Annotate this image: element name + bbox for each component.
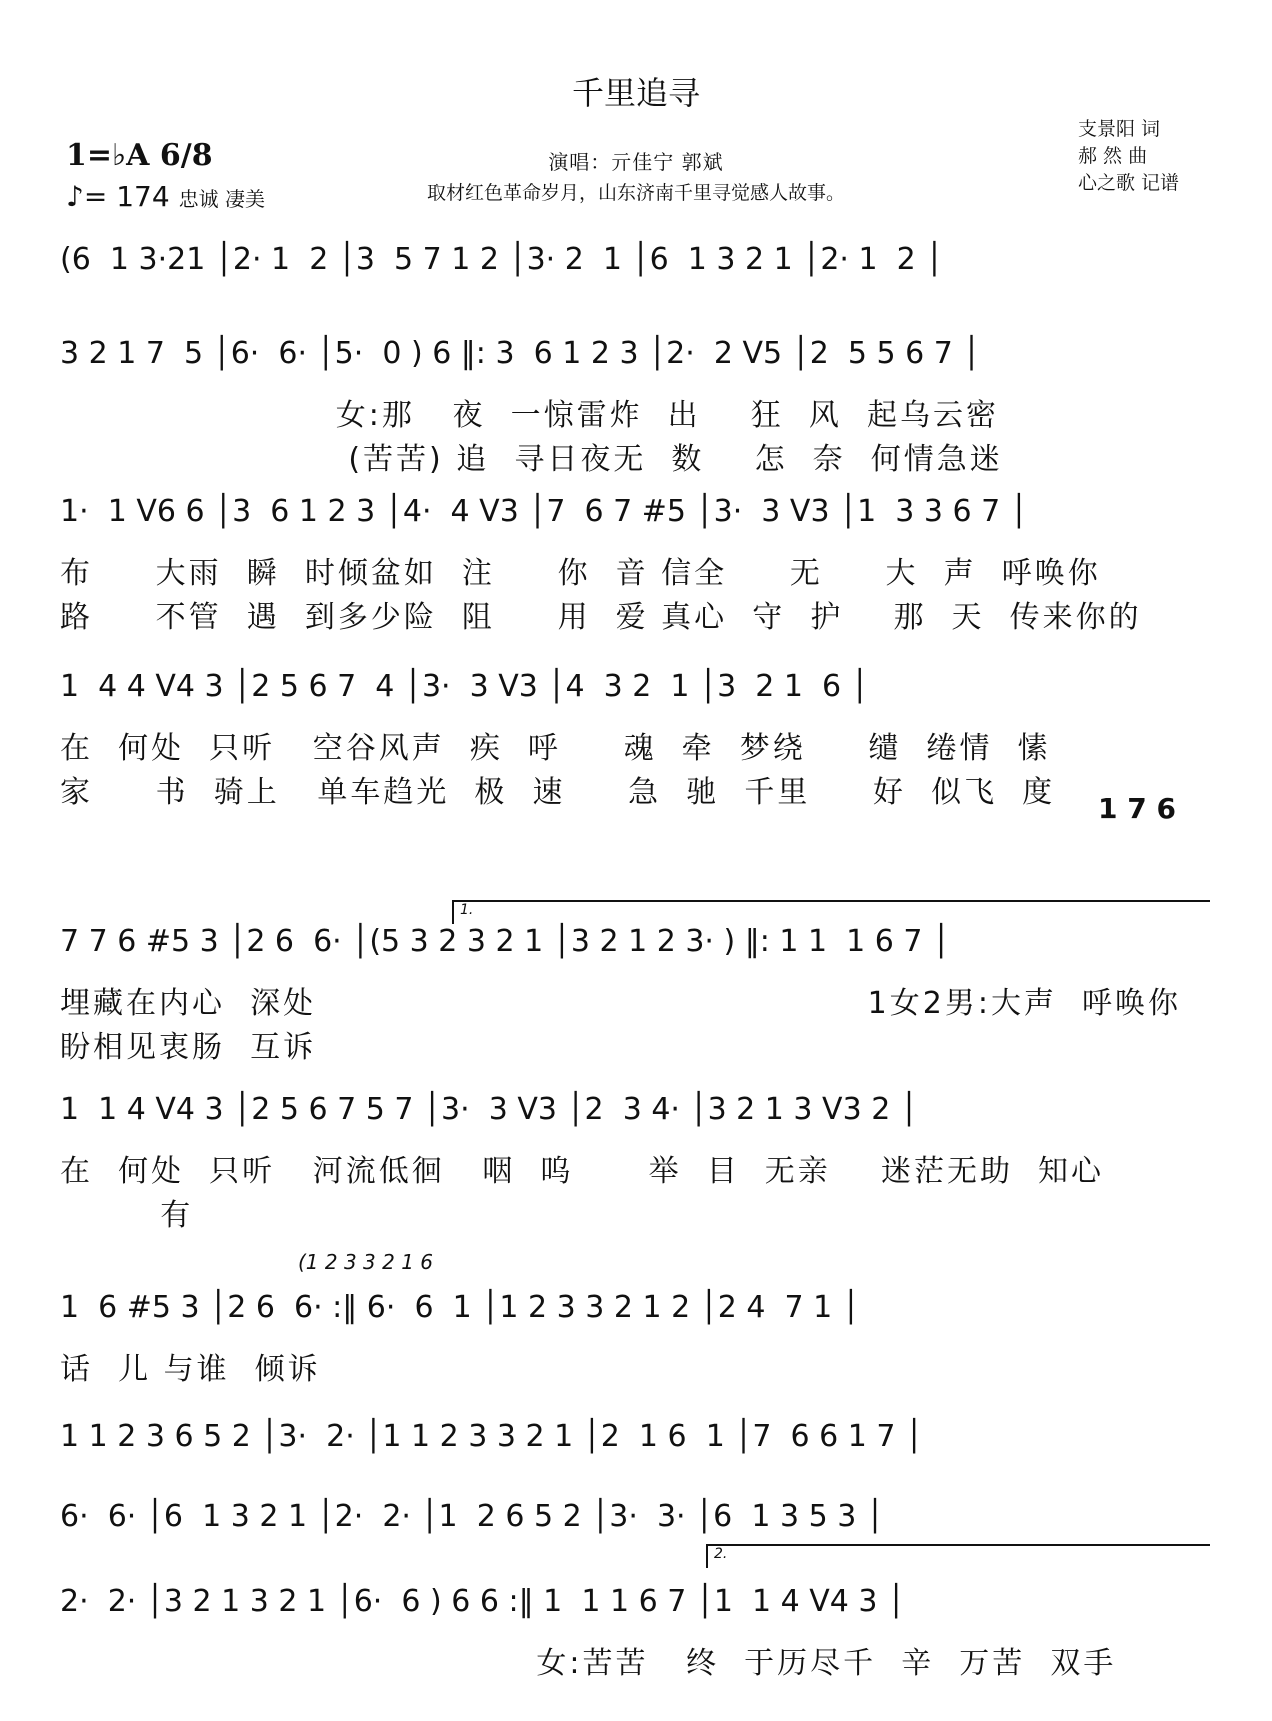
- transcriber-credit: 心之歌 记谱: [1078, 172, 1180, 194]
- notation-row: 3 2 1 7 5 │6· 6· │5· 0 ) 6 ‖: 3 6 1 2 3 │2· 2 V5 │2 5 5 6 7 │: [60, 336, 981, 371]
- lyric-row: 话 儿 与谁 倾诉: [60, 1352, 321, 1387]
- notation-row: 2· 2· │3 2 1 3 2 1 │6· 6 ) 6 6 :‖ 1 1 1 6 7 │1 1 4 V4 3 │: [60, 1584, 906, 1619]
- singers: 演唱：亓佳宁 郭斌: [548, 150, 724, 174]
- lyric-row: 盼相见衷肠 互诉: [60, 1030, 317, 1065]
- credits: [1078, 116, 1179, 197]
- lyric-row: 在 何处 只听 空谷风声 疾 呼 魂 牵 梦绕 缱 绻情 愫: [60, 731, 1051, 766]
- tempo-value: ♪= 174: [66, 180, 170, 213]
- notation-row: 7 7 6 #5 3 │2 6 6· │(5 3 2 3 2 1 │3 2 1 2 3· ) ‖: 1 1 1 6 7 │: [60, 924, 951, 959]
- lyric-row: 女:苦苦 终 于历尽千 辛 万苦 双手: [60, 1646, 1117, 1681]
- notation-row: 1 1 2 3 6 5 2 │3· 2· │1 1 2 3 3 2 1 │2 1 6 1 │7 6 6 1 7 │: [60, 1419, 924, 1454]
- notation-row: 6· 6· │6 1 3 2 1 │2· 2· │1 2 6 5 2 │3· 3· │6 1 3 5 3 │: [60, 1499, 884, 1534]
- volta-second-ending: 2.: [706, 1544, 1210, 1568]
- lyric-row: 家 书 骑上 单车趋光 极 速 急 驰 千里 好 似飞 度: [60, 775, 1056, 810]
- lyric-row: 路 不管 遇 到多少险 阻 用 爱 真心 守 护 那 天 传来你的: [60, 600, 1142, 635]
- notation-row: 1 6 #5 3 │2 6 6· :‖ 6· 6 1 │1 2 3 3 2 1 2 │2 4 7 1 │: [60, 1290, 860, 1325]
- notation-row: (6 1 3·21 │2· 1 2 │3 5 7 1 2 │3· 2 1 │6 1 3 2 1 │2· 1 2 │: [60, 242, 944, 277]
- expression-mark: 忠诚 凄美: [178, 187, 265, 211]
- notation-row: 1 4 4 V4 3 │2 5 6 7 4 │3· 3 V3 │4 3 2 1 │3 2 1 6 │: [60, 669, 869, 704]
- song-description: 取材红色革命岁月，山东济南千里寻觉感人故事。: [426, 182, 845, 204]
- lyric-row: 女:那 夜 一惊雷炸 出 狂 风 起乌云密: [60, 398, 999, 433]
- lyric-row: 布 大雨 瞬 时倾盆如 注 你 音 信全 无 大 声 呼唤你: [60, 556, 1101, 591]
- composer-credit: 郝 然 曲: [1078, 145, 1148, 167]
- lyricist-credit: 支景阳 词: [1078, 118, 1161, 140]
- notation-row: 1· 1 V6 6 │3 6 1 2 3 │4· 4 V3 │7 6 7 #5 │3· 3 V3 │1 3 3 6 7 │: [60, 494, 1028, 529]
- lyric-row: 在 何处 只听 河流低徊 咽 呜 举 目 无亲 迷茫无助 知心: [60, 1154, 1105, 1189]
- song-title: 千里追寻: [571, 74, 700, 112]
- key-signature: 1=♭A 6/8: [66, 138, 213, 173]
- grace-notes-2: (1 2 3 3 2 1 6: [298, 1250, 434, 1274]
- grace-notes-1: 1 7 6: [1098, 792, 1176, 825]
- lyric-row: 埋藏在内心 深处 1女2男:大声 呼唤你: [60, 986, 1182, 1021]
- notation-row: 1 1 4 V4 3 │2 5 6 7 5 7 │3· 3 V3 │2 3 4· │3 2 1 3 V3 2 │: [60, 1092, 918, 1127]
- lyric-row: 有: [60, 1198, 194, 1233]
- volta-first-ending: 1.: [452, 900, 1210, 924]
- lyric-row: (苦苦) 追 寻日夜无 数 怎 奈 何情急迷: [60, 442, 1003, 477]
